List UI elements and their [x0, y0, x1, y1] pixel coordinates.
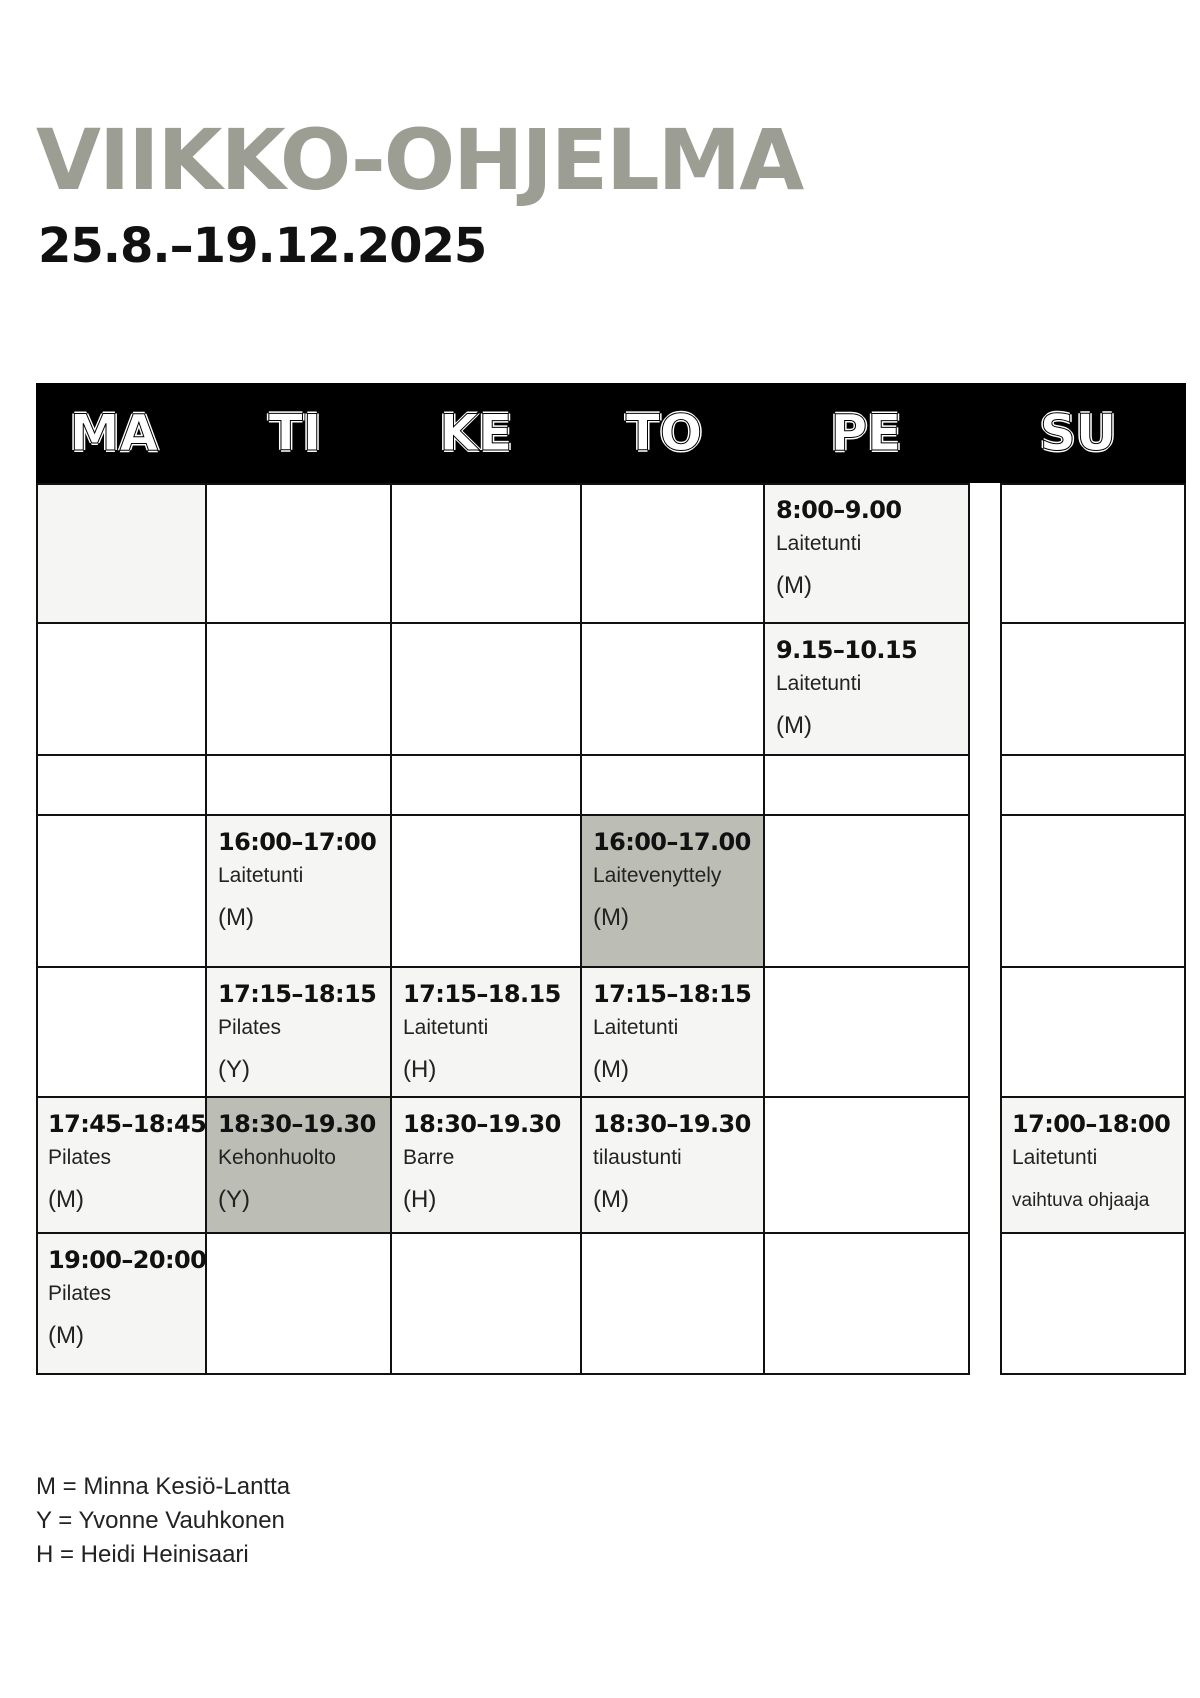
- class-time: 17:00–18:00: [1012, 1110, 1171, 1138]
- class-slot: [391, 1097, 581, 1233]
- schedule-cell: [1000, 967, 1186, 1097]
- class-instructor: (M): [48, 1322, 84, 1349]
- schedule-cell: [36, 623, 206, 755]
- legend-item: M = Minna Kesiö-Lantta: [36, 1473, 291, 1500]
- class-instructor: (M): [776, 572, 812, 599]
- class-name: Laitevenyttely: [593, 864, 722, 887]
- schedule-cell: [764, 1233, 970, 1375]
- day-header-pe: PE: [830, 404, 902, 462]
- schedule-cell: [206, 1233, 391, 1375]
- schedule-cell: [36, 967, 206, 1097]
- class-instructor: (M): [776, 712, 812, 739]
- schedule-cell: [391, 755, 581, 815]
- class-time: 9.15–10.15: [776, 636, 918, 664]
- schedule-cell: [391, 815, 581, 967]
- class-slot: [581, 967, 764, 1097]
- class-instructor: (Y): [218, 1056, 250, 1083]
- class-name: Barre: [403, 1146, 455, 1169]
- class-time: 16:00–17:00: [218, 828, 377, 856]
- instructor-legend: [36, 1470, 290, 1572]
- schedule-cell: [36, 755, 206, 815]
- class-name: Laitetunti: [218, 864, 304, 887]
- class-name: Laitetunti: [593, 1016, 679, 1039]
- class-slot: [36, 1097, 206, 1233]
- date-range: 25.8.–19.12.2025: [38, 218, 487, 274]
- schedule-cell: [36, 483, 206, 623]
- class-time: 17:15–18.15: [403, 980, 561, 1008]
- class-instructor: (H): [403, 1056, 437, 1083]
- schedule-cell: [764, 967, 970, 1097]
- schedule-cell: [391, 1233, 581, 1375]
- day-header-ti: TI: [268, 404, 322, 462]
- class-instructor: (H): [403, 1186, 437, 1213]
- class-name: Laitetunti: [776, 532, 862, 555]
- class-time: 18:30–19.30: [403, 1110, 561, 1138]
- class-instructor: (M): [593, 904, 629, 931]
- schedule-grid: [36, 483, 970, 1375]
- class-instructor: (Y): [218, 1186, 250, 1213]
- day-header-ke: KE: [439, 404, 513, 462]
- class-slot: [391, 967, 581, 1097]
- schedule-cell: [581, 623, 764, 755]
- class-name: Pilates: [48, 1146, 112, 1169]
- class-name: Laitetunti: [776, 672, 862, 695]
- class-time: 19:00–20:00: [48, 1246, 207, 1274]
- schedule-cell: [764, 815, 970, 967]
- class-slot: [206, 1097, 391, 1233]
- day-header-to: TO: [625, 404, 703, 462]
- class-slot: [581, 1097, 764, 1233]
- schedule-cell: [1000, 1233, 1186, 1375]
- class-time: 8:00–9.00: [776, 496, 902, 524]
- schedule-cell: [1000, 815, 1186, 967]
- class-slot: [36, 1233, 206, 1375]
- schedule-cell: [391, 623, 581, 755]
- schedule-cell: [764, 755, 970, 815]
- schedule-cell: [581, 483, 764, 623]
- schedule-grid-sunday: [1000, 483, 1186, 1375]
- class-time: 18:30–19.30: [593, 1110, 751, 1138]
- schedule-cell: [1000, 483, 1186, 623]
- class-name: Kehonhuolto: [218, 1146, 336, 1169]
- class-name: tilaustunti: [593, 1146, 682, 1169]
- class-instructor: vaihtuva ohjaaja: [1012, 1190, 1150, 1211]
- class-instructor: (M): [593, 1056, 629, 1083]
- class-slot: [206, 815, 391, 967]
- schedule-cell: [206, 755, 391, 815]
- class-slot: [206, 967, 391, 1097]
- class-time: 17:15–18:15: [218, 980, 377, 1008]
- class-name: Laitetunti: [403, 1016, 489, 1039]
- legend-item: Y = Yvonne Vauhkonen: [36, 1507, 285, 1534]
- schedule-cell: [206, 483, 391, 623]
- day-header-ma: MA: [69, 404, 159, 462]
- class-name: Pilates: [48, 1282, 112, 1305]
- schedule-cell: [581, 1233, 764, 1375]
- class-time: 17:45–18:45: [48, 1110, 207, 1138]
- class-slot: [581, 815, 764, 967]
- class-slot: [764, 623, 970, 755]
- schedule-cell: [391, 483, 581, 623]
- schedule-cell: [1000, 623, 1186, 755]
- class-instructor: (M): [48, 1186, 84, 1213]
- day-header-su: SU: [1039, 404, 1117, 462]
- page-title: VIIKKO-OHJELMA: [36, 111, 803, 209]
- schedule-cell: [581, 755, 764, 815]
- class-name: Pilates: [218, 1016, 282, 1039]
- schedule-cell: [206, 623, 391, 755]
- class-time: 18:30–19.30: [218, 1110, 376, 1138]
- schedule-cell: [1000, 755, 1186, 815]
- legend-item: H = Heidi Heinisaari: [36, 1541, 249, 1568]
- schedule-cell: [764, 1097, 970, 1233]
- class-name: Laitetunti: [1012, 1146, 1098, 1169]
- class-time: 17:15–18:15: [593, 980, 752, 1008]
- class-instructor: (M): [218, 904, 254, 931]
- class-instructor: (M): [593, 1186, 629, 1213]
- class-time: 16:00–17.00: [593, 828, 751, 856]
- class-slot: [764, 483, 970, 623]
- schedule-cell: [36, 815, 206, 967]
- class-slot: [1000, 1097, 1186, 1233]
